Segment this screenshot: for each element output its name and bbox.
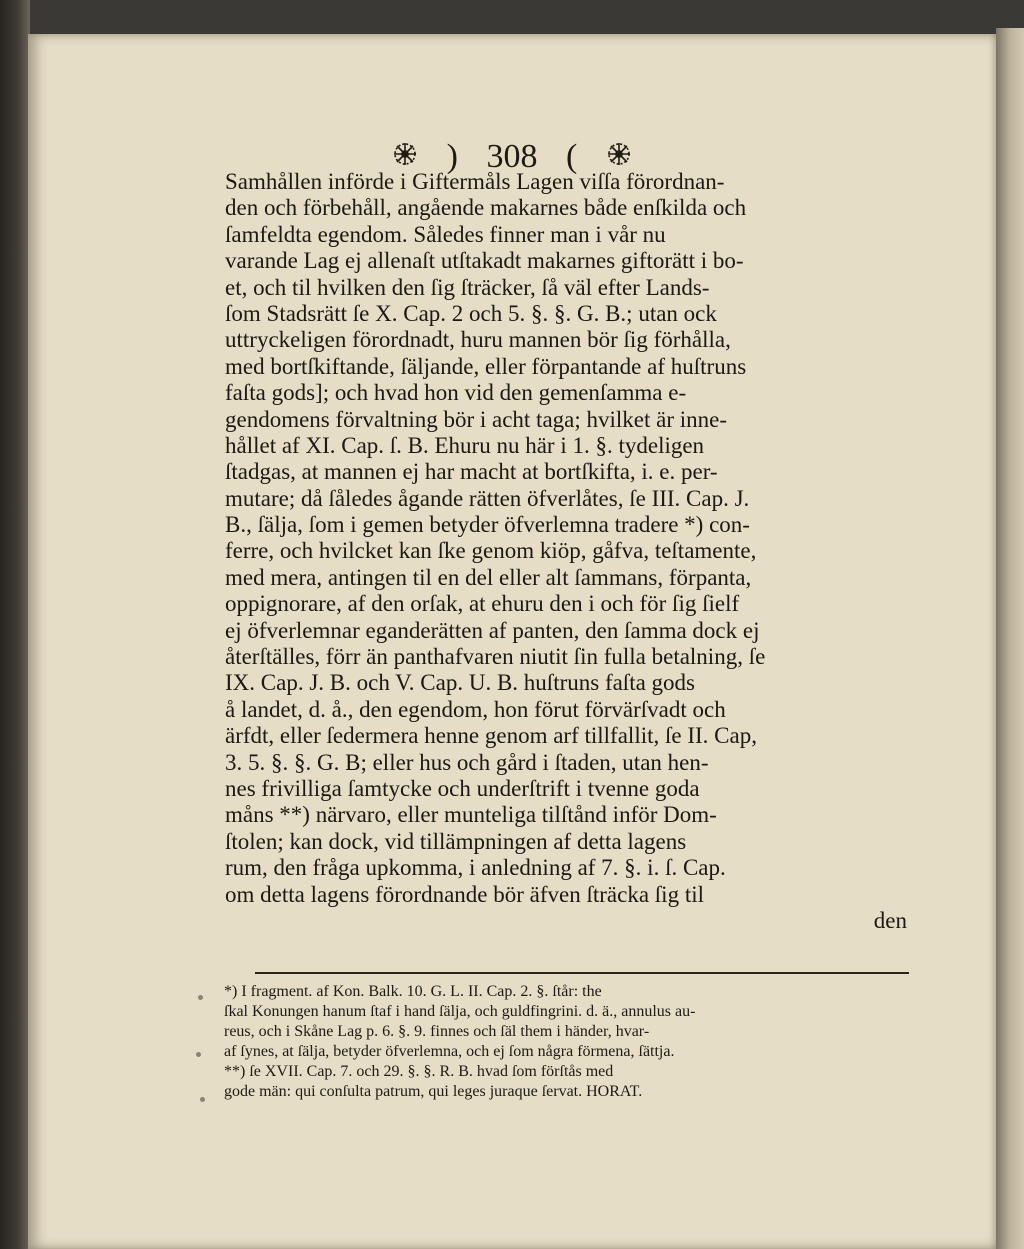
body-line: ej öfverlemnar eganderätten af panten, den ſamma dock ej [225,617,760,643]
body-text [225,169,907,934]
body-line: ſtadgas, at mannen ej har macht at bortſkifta, i. e. per- [225,459,718,485]
body-line: ſom Stadsrätt ſe X. Cap. 2 och 5. §. §. G. B.; utan ock [225,300,717,326]
body-line: Samhållen införde i Giftermåls Lagen viſſa förordnan- [225,169,725,194]
footnote-line: *) I fragment. af Kon. Balk. 10. G. L. II. Cap. 2. §. ſtår: the [224,983,602,1000]
footnote-line: af ſynes, at ſälja, betyder öfverlemna, och ej ſom några förmena, ſättja. [224,1043,675,1060]
body-line: gendomens förvaltning bör i acht taga; hvilket är inne- [225,406,728,432]
body-line: måns **) närvaro, eller munteliga tilſtånd inför Dom- [225,802,717,828]
body-line: med mera, antingen til en del eller alt ſammans, förpanta, [225,564,752,590]
footnote-line: reus, och i Skåne Lag p. 6. §. 9. finnes och ſäl them i händer, hvar- [224,1023,650,1040]
body-line: med bortſkiftande, ſäljande, eller förpantande af huſtruns [225,353,747,379]
body-line: IX. Cap. J. B. och V. Cap. U. B. huſtruns faſta gods [225,670,695,696]
body-line: B., ſälja, ſom i gemen betyder öfverlemna tradere *) con- [225,512,750,538]
body-line: oppignorare, af den orſak, at ehuru den i och för ſig ſielf [225,591,740,617]
body-line: om detta lagens förordnande bör äfven ſträcka ſig til [225,881,704,907]
body-line: varande Lag ej allenaſt utſtakadt makarnes giftorätt i bo- [225,248,744,274]
catchword: den [873,907,907,933]
footnote-line: gode män: qui conſulta patrum, qui leges juraque ſervat. HORAT. [224,1083,643,1100]
book-spine-shadow [0,0,30,1249]
page-speck [196,1052,201,1057]
body-line: mutare; då ſåledes ågande rätten öfverlåtes, ſe III. Cap. J. [225,485,750,511]
footnote-line: ſkal Konungen hanum ſtaf i hand ſälja, och guldfingrini. d. ä., annulus au- [224,1003,696,1020]
body-line: hållet af XI. Cap. ſ. B. Ehuru nu här i 1. §. tydeligen [225,432,705,458]
page-speck [200,1097,205,1102]
body-line: ſtolen; kan dock, vid tillämpningen af detta lagens [225,828,687,854]
page-number: 308 [486,138,538,176]
body-line: ſamfeldta egendom. Således finner man i vår nu [225,221,666,247]
body-line: faſta gods]; och hvad hon vid den gemenſamma e- [225,380,687,406]
body-line: rum, den fråga upkomma, i anledning af 7. §. i. ſ. Cap. [225,855,726,881]
body-line: nes frivilliga ſamtycke och underſtrift i tvenne goda [225,775,700,801]
next-page-edge [996,28,1024,1249]
bracket-left: ) [446,138,458,176]
body-line: den och förbehåll, angående makarnes både enſkilda och [225,195,747,221]
body-line: et, och til hvilken den ſig ſträcker, ſå väl efter Lands- [225,274,710,300]
footnote-line: **) ſe XVII. Cap. 7. och 29. §. §. R. B. hvad ſom förſtås med [224,1063,614,1080]
body-line: uttryckeligen förordnadt, huru mannen bör ſig förhålla, [225,327,731,353]
footnote-divider [255,972,909,974]
body-line: ferre, och hvilcket kan ſke genom kiöp, gåfva, teſtamente, [225,538,757,564]
bracket-right: ( [566,138,578,176]
body-line: återſtälles, förr än panthafvaren niutit ſin fulla betalning, ſe [225,644,766,670]
body-line: å landet, d. å., den egendom, hon förut förvärſvadt och [225,696,726,722]
body-line: ärfdt, eller ſedermera henne genom arf tillfallit, ſe II. Cap, [225,723,757,749]
page-speck [198,995,203,1000]
footnotes [224,982,910,1102]
body-line: 3. 5. §. §. G. B; eller hus och gård i ſtaden, utan hen- [225,749,709,775]
